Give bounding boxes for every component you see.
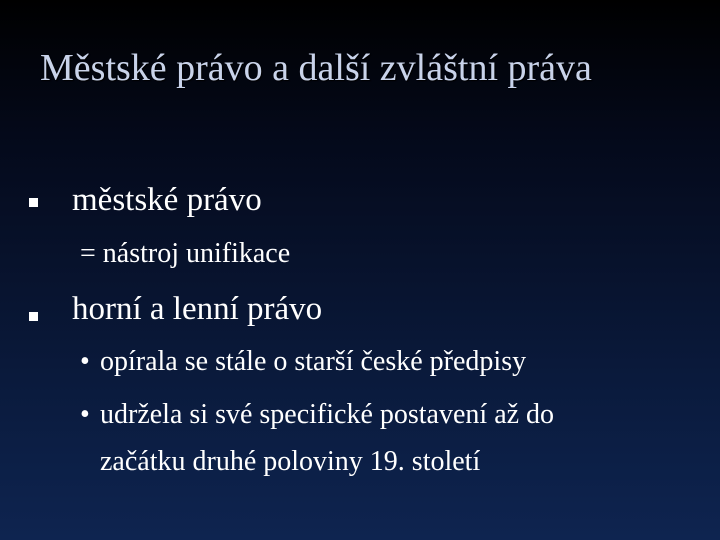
list-item-label: městské právo xyxy=(72,182,262,218)
round-bullet-icon: • xyxy=(80,346,90,377)
sub-item-text: = nástroj unifikace xyxy=(80,238,291,269)
sub-item-text: udržela si své specifické postavení až do xyxy=(100,399,555,430)
slide-title: Městské právo a další zvláštní práva xyxy=(40,47,592,89)
sub-item xyxy=(80,345,526,379)
sub-item-continuation: začátku druhé poloviny 19. století xyxy=(100,446,481,477)
sub-item xyxy=(80,398,554,432)
list-item-label: horní a lenní právo xyxy=(72,291,323,327)
sub-item-text: opírala se stále o starší české předpisy xyxy=(100,346,527,377)
square-bullet-icon xyxy=(29,198,38,207)
round-bullet-icon: • xyxy=(80,399,90,430)
square-bullet-icon xyxy=(29,312,38,321)
